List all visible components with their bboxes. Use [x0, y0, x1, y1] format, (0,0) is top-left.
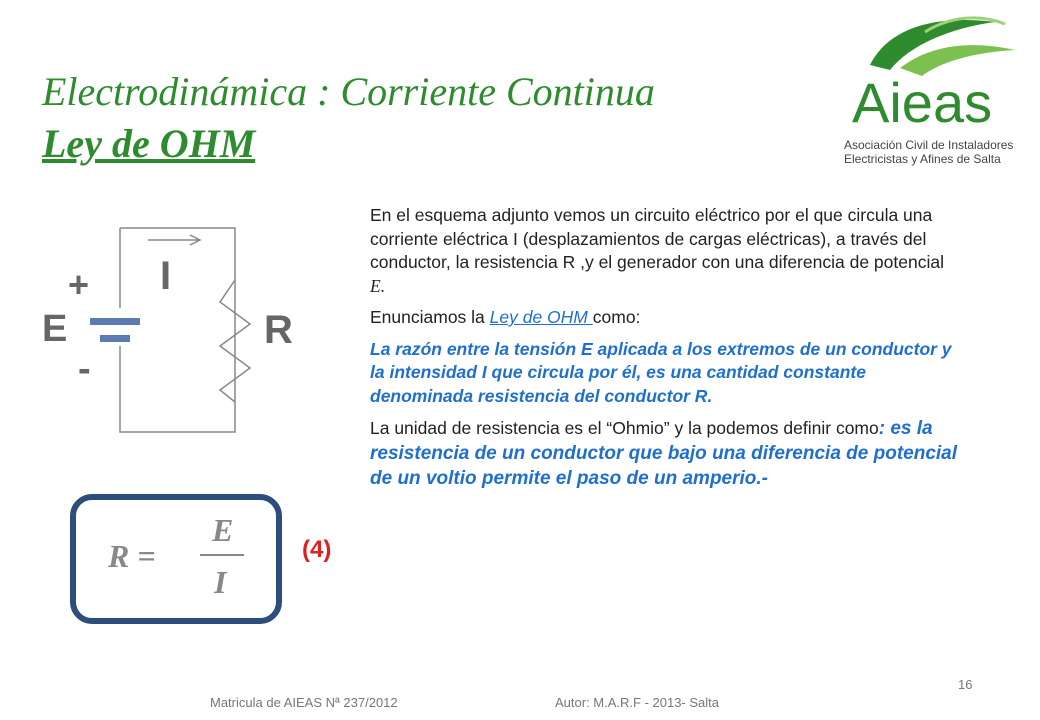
logo-subtitle-2: Electricistas y Afines de Salta	[844, 152, 1001, 166]
formula-numerator: E	[212, 512, 234, 548]
intro-text: En el esquema adjunto vemos un circuito eléctrico por el que circula una corriente eléctrica I (desplazamientos de cargas eléctricas), a través del conductor, la resistencia R ,y el generador con una diferencia de potencial	[370, 205, 944, 272]
logo-name: Aieas	[852, 71, 993, 134]
current-arrow-icon	[148, 235, 200, 245]
formula-box	[70, 494, 282, 624]
minus-label: -	[78, 348, 91, 390]
battery-short-plate	[100, 335, 130, 342]
footer-author: Autor: M.A.R.F - 2013- Salta	[555, 695, 720, 710]
paragraph-definition: La razón entre la tensión E aplicada a los extremos de un conductor y la intensidad I que circula por él, es una cantidad constante denominada resistencia del conductor R.	[370, 338, 952, 406]
paragraph-ohm-unit	[370, 416, 962, 491]
formula-denominator: I	[214, 564, 227, 600]
logo-subtitle-1: Asociación Civil de Instaladores	[844, 138, 1014, 152]
circuit-diagram	[30, 210, 330, 450]
paragraph-statement	[370, 306, 962, 330]
statement-pre: Enunciamos la	[370, 307, 490, 327]
fraction-bar	[200, 554, 244, 556]
paragraph-intro	[370, 204, 962, 298]
equation-number: (4)	[302, 536, 332, 563]
aieas-logo	[830, 10, 1030, 170]
circuit-wire	[120, 228, 235, 432]
plus-label: +	[68, 264, 90, 305]
unit-definition: : es la resistencia de un conductor que bajo una diferencia de potencial de un voltio permite el paso de un amperio.-	[370, 418, 958, 489]
body-text	[370, 204, 962, 499]
slide-title: Electrodinámica : Corriente Continua	[42, 69, 655, 114]
unit-pre: La unidad de resistencia es el “Ohmio” y la podemos definir como	[370, 418, 879, 438]
r-label: R	[264, 308, 293, 352]
statement-post: como:	[592, 307, 641, 327]
potential-symbol: E.	[370, 275, 386, 296]
page-number: 16	[958, 677, 973, 692]
e-label: E	[42, 308, 68, 350]
footer-registration: Matricula de AIEAS Nª 237/2012	[210, 695, 398, 710]
ohm-law-link[interactable]: Ley de OHM	[489, 307, 593, 327]
slide-subtitle: Ley de OHM	[42, 121, 256, 166]
formula-lhs: R =	[108, 538, 156, 574]
battery-long-plate	[90, 318, 140, 325]
i-label: I	[160, 254, 172, 298]
